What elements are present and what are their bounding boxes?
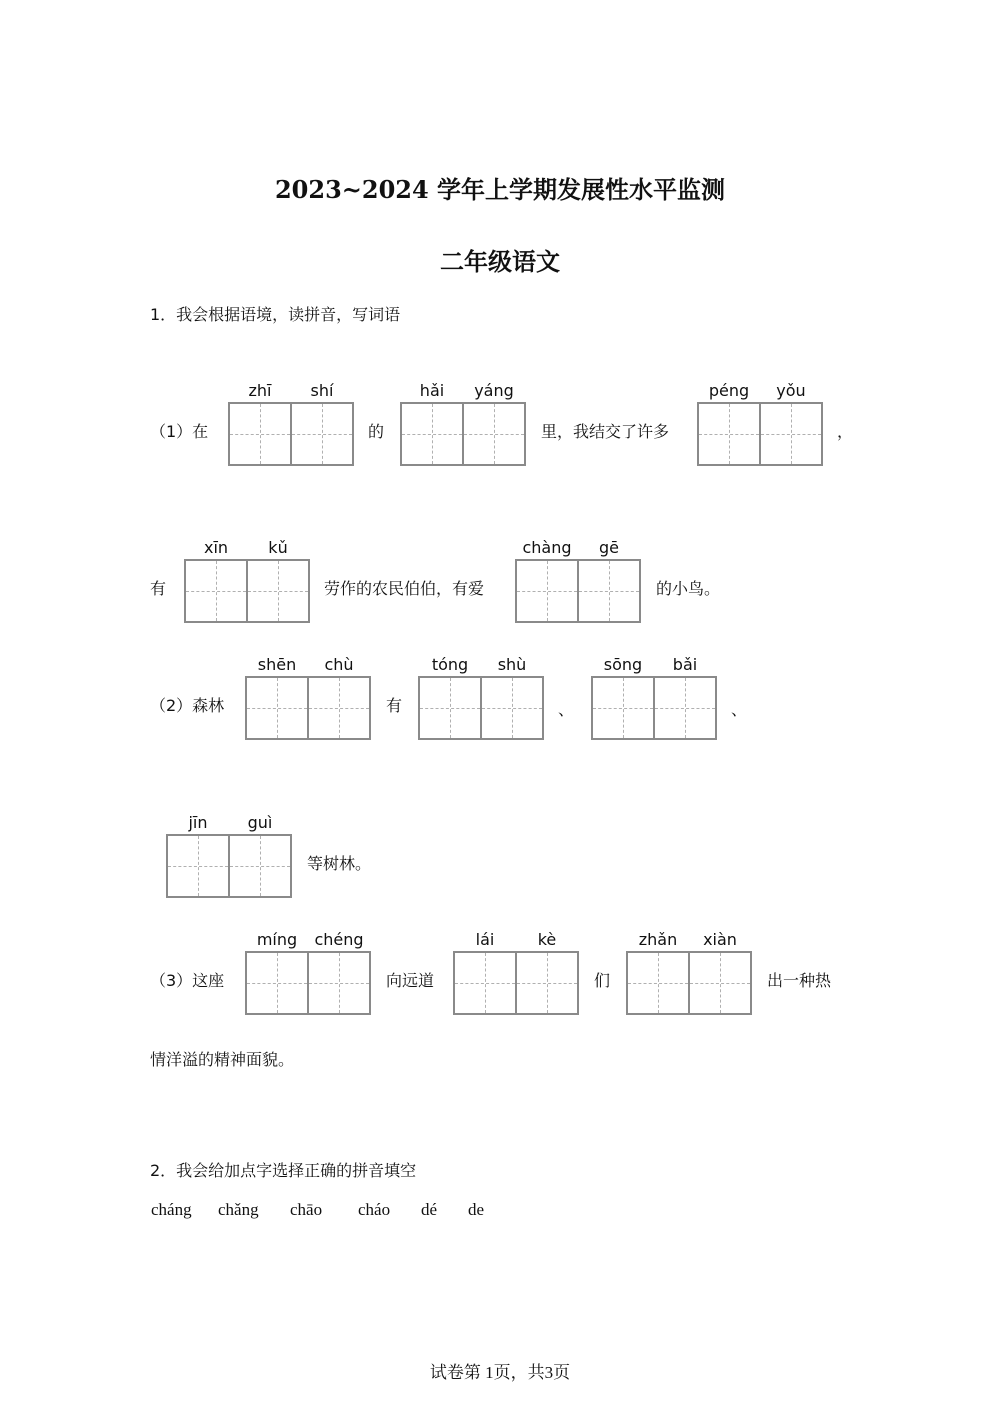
line3-mid2: 、 — [558, 700, 575, 719]
page-footer: 试卷第 1页，共3页 — [429, 1363, 571, 1382]
pinyin-label: tóng — [431, 655, 469, 674]
pinyin-label: shù — [497, 655, 527, 674]
pinyin-choices — [151, 1200, 484, 1220]
pinyin-label: jīn — [188, 813, 208, 832]
pinyin-label: yǒu — [776, 381, 806, 400]
pinyin-choice: cháng — [151, 1200, 192, 1219]
pinyin-label: kǔ — [268, 538, 288, 557]
writing-grid[interactable] — [166, 834, 292, 898]
line5-end: 出一种热 — [767, 971, 832, 990]
pinyin-choice: dé — [421, 1200, 438, 1219]
line6-text: 情洋溢的精神面貌。 — [150, 1050, 295, 1069]
pinyin-label: bǎi — [672, 655, 698, 674]
exam-subtitle: 二年级语文 — [440, 247, 560, 276]
pinyin-label: hǎi — [419, 381, 445, 400]
line5-prefix: （3）这座 — [150, 971, 225, 990]
pinyin-label: gē — [599, 538, 619, 557]
pinyin-label: guì — [247, 813, 273, 832]
pinyin-label: sōng — [603, 655, 643, 674]
line5-mid1: 向远道 — [386, 971, 435, 990]
line1-prefix: （1）在 — [150, 422, 209, 441]
pinyin-label: xīn — [203, 538, 229, 557]
writing-grid[interactable] — [591, 676, 717, 740]
writing-grid[interactable] — [515, 559, 641, 623]
pinyin-choice: chāo — [290, 1200, 323, 1219]
line3-mid1: 有 — [386, 696, 403, 715]
writing-grid[interactable] — [184, 559, 310, 623]
writing-grid[interactable] — [697, 402, 823, 466]
writing-grid[interactable] — [453, 951, 579, 1015]
pinyin-choice: cháo — [358, 1200, 391, 1219]
pinyin-label: zhǎn — [638, 930, 678, 949]
pinyin-label: lái — [475, 930, 495, 949]
line4-end: 等树林。 — [307, 854, 372, 873]
writing-grid[interactable] — [245, 951, 371, 1015]
pinyin-label: chàng — [522, 538, 572, 557]
question-2-heading: 2．我会给加点字选择正确的拼音填空 — [150, 1161, 417, 1180]
exam-title: 2023~2024 学年上学期发展性水平监测 — [274, 175, 726, 204]
pinyin-choice: de — [468, 1200, 485, 1219]
pinyin-label: péng — [708, 381, 750, 400]
pinyin-label: zhī — [248, 381, 272, 400]
line2-end: 的小鸟。 — [656, 579, 721, 598]
pinyin-label: yáng — [474, 381, 514, 400]
pinyin-label: chù — [324, 655, 354, 674]
line1-mid2: 里，我结交了许多 — [541, 422, 670, 441]
line2-mid: 劳作的农民伯伯，有爱 — [324, 579, 485, 598]
question-1-heading: 1．我会根据语境，读拼音，写词语 — [150, 305, 401, 324]
line5-mid2: 们 — [594, 971, 611, 990]
pinyin-choice: chǎng — [218, 1200, 259, 1219]
line3-prefix: （2）森林 — [150, 696, 225, 715]
line3-end: 、 — [731, 700, 748, 719]
pinyin-label: shēn — [257, 655, 297, 674]
line1-mid1: 的 — [368, 422, 385, 441]
writing-grid[interactable] — [626, 951, 752, 1015]
pinyin-label: chéng — [314, 930, 364, 949]
writing-grid[interactable] — [418, 676, 544, 740]
writing-grid[interactable] — [228, 402, 354, 466]
writing-grid[interactable] — [400, 402, 526, 466]
line2-prefix: 有 — [150, 579, 167, 598]
writing-grid[interactable] — [245, 676, 371, 740]
pinyin-label: xiàn — [703, 930, 737, 949]
pinyin-label: míng — [256, 930, 298, 949]
pinyin-label: shí — [310, 381, 334, 400]
pinyin-label: kè — [537, 930, 557, 949]
line1-end: ， — [837, 422, 854, 441]
